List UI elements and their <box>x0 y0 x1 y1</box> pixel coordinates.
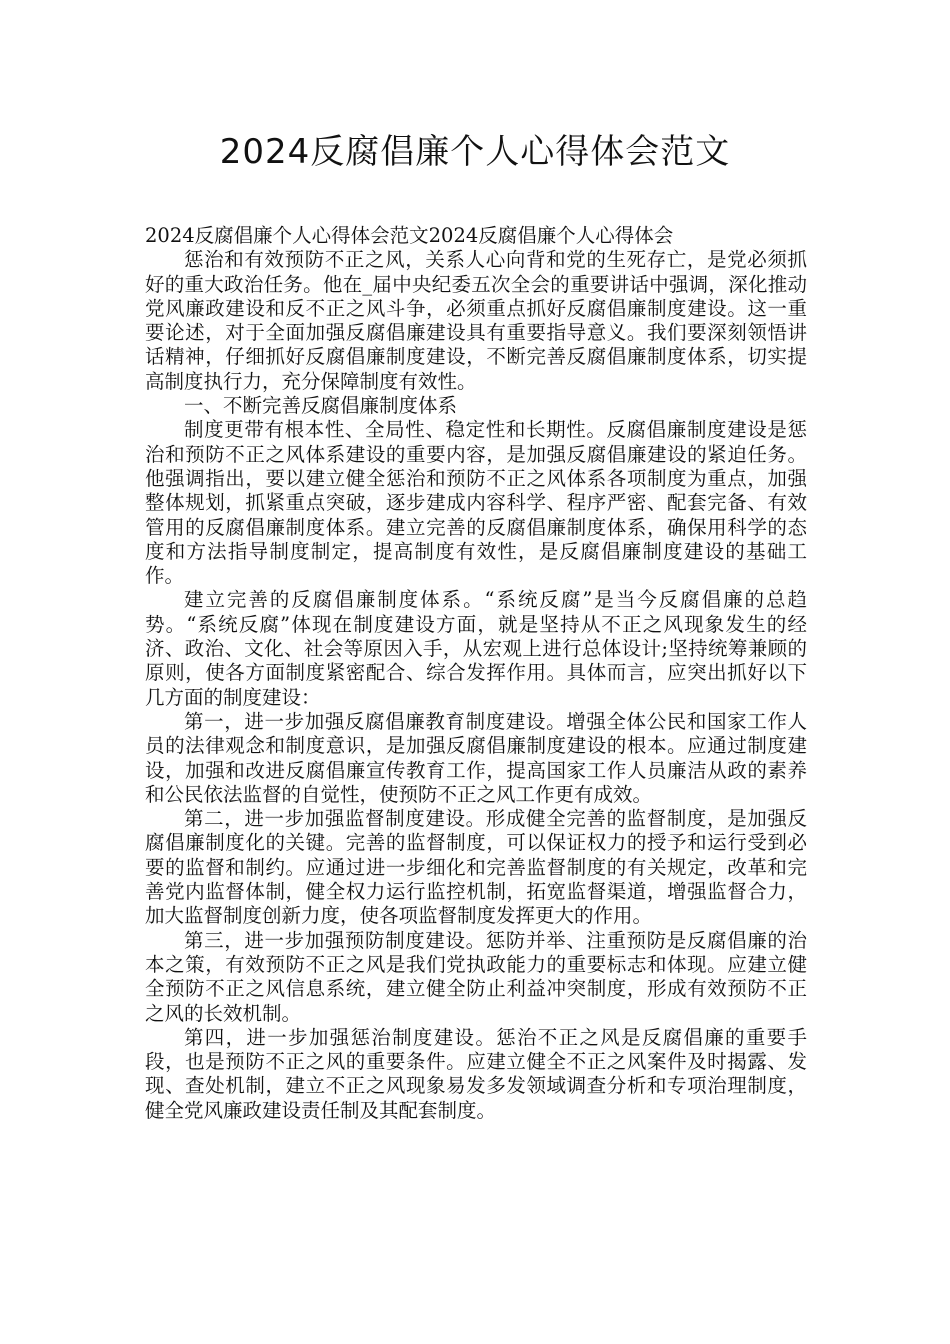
body-paragraph: 第一，进一步加强反腐倡廉教育制度建设。增强全体公民和国家工作人员的法律观念和制度意识，是加强反腐倡廉制度建设的根本。应通过制度建设，加强和改进反腐倡廉宣传教育工作，提高国家工作人员廉洁从政的素养和公民依法监督的自觉性，使预防不正之风工作更有成效。 <box>145 709 807 806</box>
body-paragraph: 制度更带有根本性、全局性、稳定性和长期性。反腐倡廉制度建设是惩治和预防不正之风体系建设的重要内容，是加强反腐倡廉建设的紧迫任务。他强调指出，要以建立健全惩治和预防不正之风体系各项制度为重点，加强整体规划，抓紧重点突破，逐步建成内容科学、程序严密、配套完备、有效管用的反腐倡廉制度体系。建立完善的反腐倡廉制度体系，确保用科学的态度和方法指导制度制定，提高制度有效性，是反腐倡廉制度建设的基础工作。 <box>145 418 807 588</box>
body-paragraph: 第三，进一步加强预防制度建设。惩防并举、注重预防是反腐倡廉的治本之策，有效预防不正之风是我们党执政能力的重要标志和体现。应建立健全预防不正之风信息系统，建立健全防止利益冲突制度，形成有效预防不正之风的长效机制。 <box>145 928 807 1025</box>
document-body <box>145 224 807 1123</box>
section-heading: 一、不断完善反腐倡廉制度体系 <box>184 394 458 418</box>
body-paragraph: 第四，进一步加强惩治制度建设。惩治不正之风是反腐倡廉的重要手段，也是预防不正之风的重要条件。应建立健全不正之风案件及时揭露、发现、查处机制，建立不正之风现象易发多发领域调查分析和专项治理制度，健全党风廉政建设责任制及其配套制度。 <box>145 1025 807 1122</box>
document-subtitle: 2024反腐倡廉个人心得体会范文2024反腐倡廉个人心得体会 <box>145 224 674 247</box>
body-paragraph: 第二，进一步加强监督制度建设。形成健全完善的监督制度，是加强反腐倡廉制度化的关键。完善的监督制度，可以保证权力的授予和运行受到必要的监督和制约。应通过进一步细化和完善监督制度的有关规定，改革和完善党内监督体制，健全权力运行监控机制，拓宽监督渠道，增强监督合力，加大监督制度创新力度，使各项监督制度发挥更大的作用。 <box>145 807 807 928</box>
intro-paragraph: 惩治和有效预防不正之风，关系人心向背和党的生死存亡，是党必须抓好的重大政治任务。他在_届中央纪委五次全会的重要讲话中强调，深化推动党风廉政建设和反不正之风斗争，必须重点抓好反腐倡廉制度建设。这一重要论述，对于全面加强反腐倡廉建设具有重要指导意义。我们要深刻领悟讲话精神，仔细抓好反腐倡廉制度建设，不断完善反腐倡廉制度体系，切实提高制度执行力，充分保障制度有效性。 <box>145 248 807 393</box>
body-paragraph: 建立完善的反腐倡廉制度体系。“系统反腐”是当今反腐倡廉的总趋势。“系统反腐”体现在制度建设方面，就是坚持从不正之风现象发生的经济、政治、文化、社会等原因入手，从宏观上进行总体设计;坚持统筹兼顾的原则，使各方面制度紧密配合、综合发挥作用。具体而言，应突出抓好以下几方面的制度建设： <box>145 588 807 709</box>
document-title: 2024反腐倡廉个人心得体会范文 <box>219 132 731 172</box>
